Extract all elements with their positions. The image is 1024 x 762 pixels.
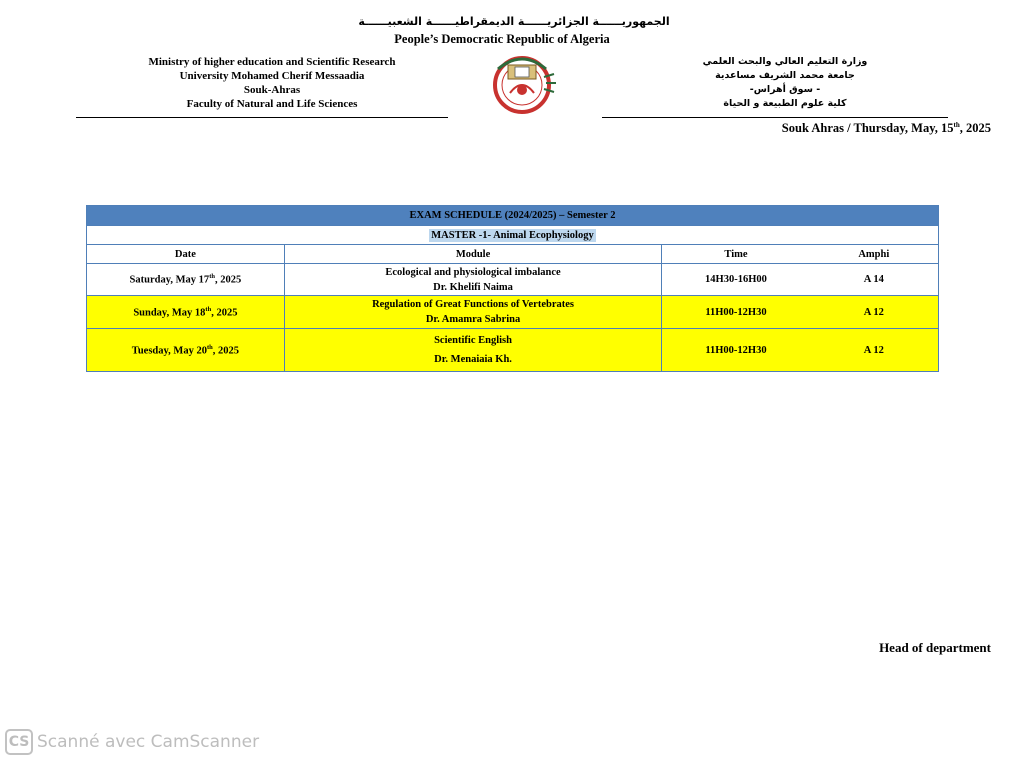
exam-time: 14H30-16H00: [662, 264, 810, 296]
faculty-line: Faculty of Natural and Life Sciences: [186, 98, 358, 110]
module-teacher: Dr. Amamra Sabrina: [425, 314, 521, 325]
exam-date: Tuesday, May 20th, 2025: [87, 329, 285, 372]
faculty-line-ar: كلية علوم الطبيعة و الحياة: [723, 98, 847, 109]
exam-module: [284, 296, 662, 329]
signature-label: Head of department: [879, 640, 991, 655]
module-teacher: Dr. Khelifi Naima: [433, 281, 513, 293]
table-row: [87, 264, 939, 296]
column-header-time: Time: [662, 245, 810, 264]
institution-block-ar: [700, 55, 870, 111]
exam-schedule-table: [86, 205, 939, 372]
exam-date: Saturday, May 17th, 2025: [87, 264, 285, 296]
camscanner-logo-icon: CS: [5, 729, 33, 755]
column-header-date: Date: [87, 245, 285, 264]
module-name: Ecological and physiological imbalance: [385, 266, 561, 278]
module-name: Regulation of Great Functions of Vertebrates: [372, 299, 574, 310]
ministry-line: Ministry of higher education and Scientific Research: [148, 56, 396, 68]
exam-date: Sunday, May 18th, 2025: [87, 296, 285, 329]
module-name: Scientific English: [434, 335, 512, 346]
exam-time: 11H00-12H30: [662, 329, 810, 372]
schedule-subtitle: MASTER -1- Animal Ecophysiology: [87, 226, 939, 245]
table-header-row: [87, 245, 939, 264]
exam-module: [284, 329, 662, 372]
city-line: Souk-Ahras: [243, 84, 301, 96]
exam-module: [284, 264, 662, 296]
arabic-republic-title: الجمهوريــــــة الجزائريــــــة الديمقراطيــــــة الشعبيــــــة: [358, 15, 670, 28]
ministry-line-ar: وزارة التعليم العالي والبحث العلمي: [702, 56, 868, 67]
institution-block-en: [122, 55, 422, 111]
exam-amphi: A 12: [810, 329, 939, 372]
university-line: University Mohamed Cherif Messaadia: [179, 70, 365, 82]
module-teacher: Dr. Menaiaia Kh.: [434, 354, 512, 365]
header-divider-left: [76, 117, 448, 118]
exam-amphi: A 12: [810, 296, 939, 329]
column-header-module: Module: [284, 245, 662, 264]
camscanner-text: Scanné avec CamScanner: [37, 732, 260, 752]
table-row: [87, 296, 939, 329]
camscanner-watermark: [5, 729, 259, 755]
table-row: [87, 329, 939, 372]
republic-title: People’s Democratic Republic of Algeria: [394, 32, 610, 46]
column-header-amphi: Amphi: [810, 245, 939, 264]
header-divider-right: [602, 117, 948, 118]
city-line-ar: - سوق أهراس-: [749, 84, 821, 95]
university-seal-logo: [484, 47, 564, 119]
exam-time: 11H00-12H30: [662, 296, 810, 329]
schedule-title: EXAM SCHEDULE (2024/2025) – Semester 2: [87, 206, 939, 226]
university-line-ar: جامعة محمد الشريف مساعدية: [715, 70, 855, 81]
document-date: Souk Ahras / Thursday, May, 15th, 2025: [781, 121, 991, 136]
exam-amphi: A 14: [810, 264, 939, 296]
